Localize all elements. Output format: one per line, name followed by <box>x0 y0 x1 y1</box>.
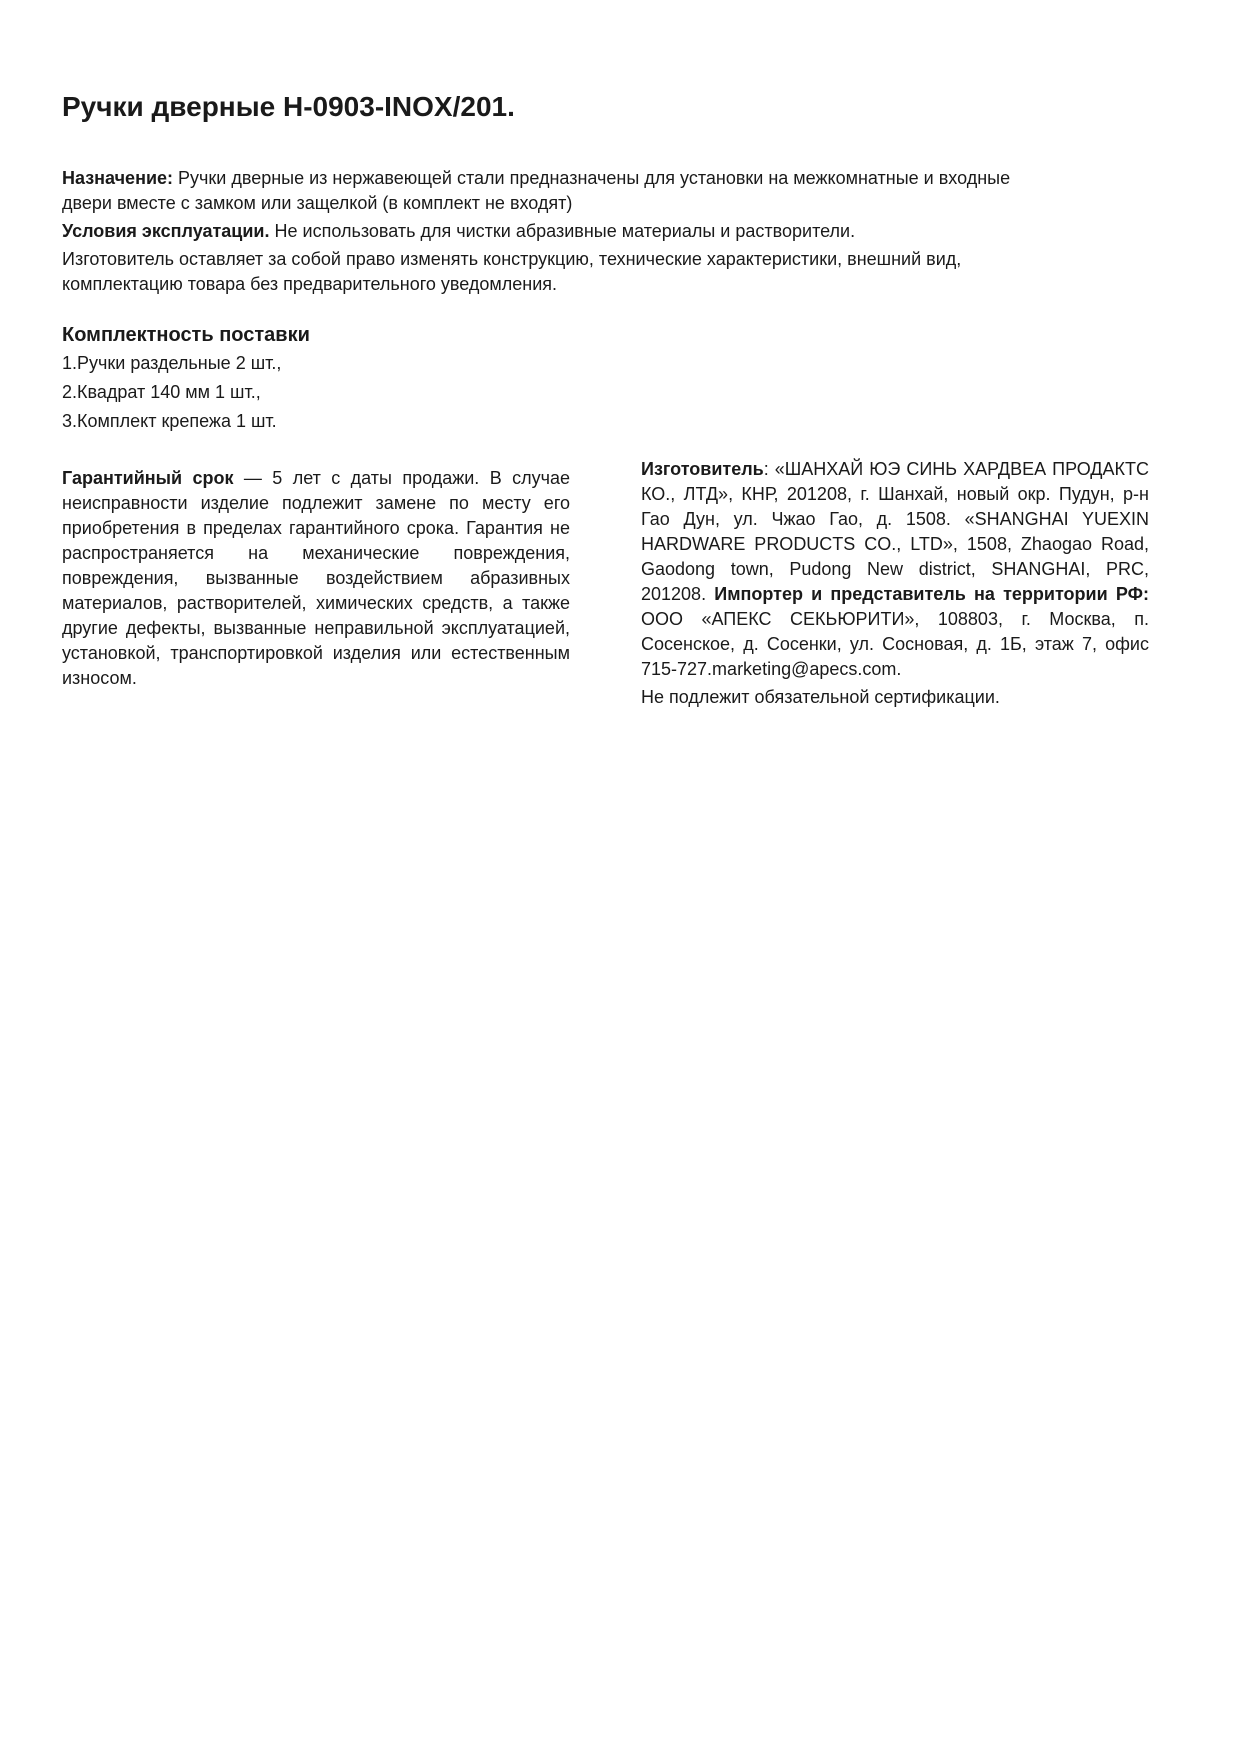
manufacturer-section <box>641 457 1149 713</box>
kit-title: Комплектность поставки <box>62 324 310 346</box>
warranty-label: Гарантийный срок <box>62 468 234 488</box>
list-item: 2.Квадрат 140 мм 1 шт., <box>62 382 261 402</box>
conditions-label: Условия эксплуатации. <box>62 221 270 241</box>
rights-paragraph: Изготовитель оставляет за собой право изменять конструкцию, технические характеристики, внешний вид, комплектацию товара без предварительного уведомления. <box>62 249 962 294</box>
importer-text: ООО «АПЕКС СЕКЬЮРИТИ», 108803, г. Москва, п. Сосенское, д. Сосенки, ул. Сосновая, д. 1Б, этаж 7, офис 715-727.marketing@apecs.com. <box>641 609 1149 679</box>
manufacturer-paragraph <box>641 457 1149 682</box>
warranty-paragraph <box>62 466 570 691</box>
certification-note: Не подлежит обязательной сертификации. <box>641 687 1000 707</box>
intro-section <box>62 166 1062 300</box>
conditions-paragraph <box>62 219 1062 244</box>
conditions-text: Не использовать для чистки абразивные материалы и растворители. <box>269 221 856 241</box>
purpose-label: Назначение: <box>62 168 174 188</box>
warranty-section <box>62 466 570 694</box>
importer-label: Импортер и представитель на территории РФ: <box>714 584 1149 604</box>
kit-list <box>62 349 281 436</box>
list-item: 3.Комплект крепежа 1 шт. <box>62 411 277 431</box>
warranty-text: — 5 лет с даты продажи. В случае неисправности изделие подлежит замене по месту его приобретения в пределах гарантийного срока. Гарантия не распространяется на механические повреждения, повреждения, вызванные воздействием абразивных материалов, растворителей, химических средств, а также другие дефекты, вызванные неправильной эксплуатацией, установкой, транспортировкой изделия или естественным износом. <box>62 468 570 688</box>
manufacturer-label: Изготовитель <box>641 459 764 479</box>
document-title: Ручки дверные H-0903-INOX/201. <box>62 91 515 122</box>
list-item: 1.Ручки раздельные 2 шт., <box>62 353 282 373</box>
purpose-paragraph <box>62 166 1062 216</box>
purpose-text: Ручки дверные из нержавеющей стали предназначены для установки на межкомнатные и входные двери вместе с замком или защелкой (в комплект не входят) <box>62 168 1011 213</box>
manufacturer-text: : «ШАНХАЙ ЮЭ СИНЬ ХАРДВЕА ПРОДАКТС КО., ЛТД», КНР, 201208, г. Шанхай, новый окр. Пудун, р-н Гао Дун, ул. Чжао Гао, д. 1508. «SHANGHAI YUEXIN HARDWARE PRODUCTS CO., LTD», 1508, Zhaogao Road, Gaodong town, Pudong New district, SHANGHAI, PRC, 201208. <box>641 459 1149 604</box>
